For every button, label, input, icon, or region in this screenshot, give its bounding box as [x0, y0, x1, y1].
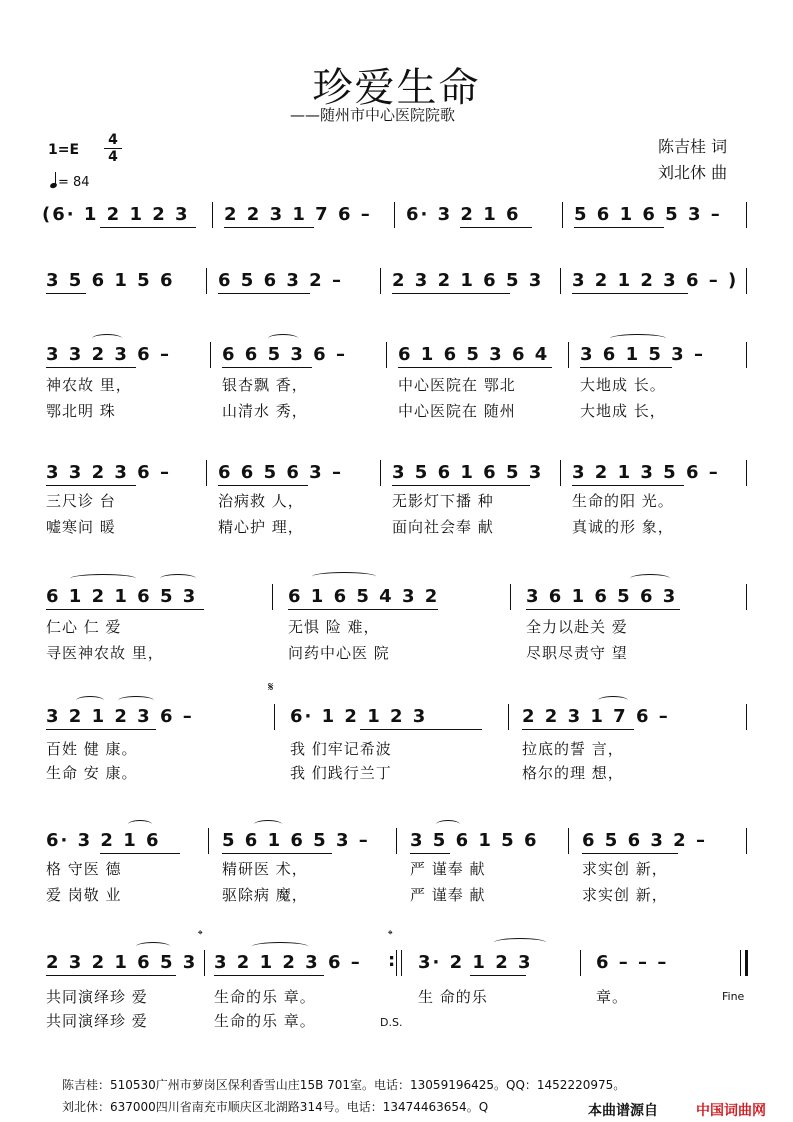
time-signature-top: 4 — [108, 132, 118, 148]
beam-line — [100, 853, 180, 854]
beam-line — [572, 293, 688, 294]
bar-line — [380, 268, 381, 294]
lyric: 格 守医 德 — [46, 860, 122, 878]
slur — [436, 820, 460, 829]
lyric: 真诚的形 象， — [572, 518, 674, 536]
lyric: 大地成 长， — [580, 402, 666, 420]
beam-line — [46, 609, 204, 610]
footer-contact-lyricist: 陈吉桂：510530广州市萝岗区保利香雪山庄15B 701室。电话：13059196425。QQ：1452220975。 — [62, 1078, 626, 1092]
lyric: 中心医院在 随州 — [398, 402, 516, 420]
lyric: 无惧 险 难， — [288, 618, 380, 636]
score-line-7 — [0, 826, 793, 854]
measure: 5 6 1 6 5 3 – — [574, 204, 722, 225]
bar-line — [394, 202, 395, 228]
footer-contact-composer: 刘北休：637000四川省南充市顺庆区北湖路314号。电话：13474463654。Q — [62, 1100, 489, 1114]
score-line-8 — [0, 948, 793, 976]
bar-line — [206, 460, 207, 486]
lyric: 治病救 人， — [218, 492, 304, 510]
lyric: 我 们牢记希波 — [290, 740, 392, 758]
bar-line — [746, 342, 747, 368]
lyric: 生命的乐 章。 — [214, 1012, 316, 1030]
lyric: 章。 — [596, 988, 629, 1006]
beam-line — [288, 609, 438, 610]
measure: 6 5 6 3 2 – — [582, 830, 707, 851]
bar-line — [560, 460, 561, 486]
measure: 3 2 1 3 5 6 – — [572, 462, 720, 483]
slur — [630, 574, 670, 583]
beam-line — [398, 367, 552, 368]
bar-line — [204, 950, 205, 976]
lyric: 严 谨奉 献 — [410, 860, 486, 878]
bar-line — [206, 268, 207, 294]
measure: 3 5 6 1 5 6 — [410, 830, 539, 851]
bar-line — [272, 584, 273, 610]
lyric: 生 命的乐 — [418, 988, 488, 1006]
beam-line — [574, 227, 664, 228]
lyric: 全力以赴关 爱 — [526, 618, 628, 636]
tempo-marking — [50, 174, 90, 190]
score-line-3 — [0, 340, 793, 368]
measure: 3 5 6 1 6 5 3 — [392, 462, 544, 483]
lyric: 百姓 健 康。 — [46, 740, 138, 758]
beam-line — [582, 853, 678, 854]
measure: 3 6 1 6 5 6 3 — [526, 586, 678, 607]
bar-line — [386, 342, 387, 368]
measure: 6 1 2 1 6 5 3 — [46, 586, 198, 607]
bar-line — [208, 828, 209, 854]
measure: 6 6 5 6 3 – — [218, 462, 343, 483]
slur — [610, 334, 666, 343]
coda-icon: 𝄌 — [198, 928, 203, 943]
lyric: 共同演绎珍 爱 — [46, 1012, 148, 1030]
coda-icon: 𝄌 — [388, 928, 393, 943]
bar-line — [568, 828, 569, 854]
bar-line — [580, 950, 581, 976]
lyric: 尽职尽责守 望 — [526, 644, 628, 662]
lyric: 精研医 术， — [222, 860, 308, 878]
measure: 3 2 1 2 3 6 – ) — [572, 270, 739, 291]
beam-line — [522, 729, 634, 730]
score-line-5 — [0, 582, 793, 610]
bar-line — [746, 460, 747, 486]
slur — [70, 574, 136, 583]
slur — [268, 334, 298, 343]
lyric: 三尺诊 台 — [46, 492, 116, 510]
score-line-1 — [0, 200, 793, 228]
measure: 2 2 3 1 7 6 – — [224, 204, 372, 225]
measure: 6· 3 2 1 6 — [46, 830, 161, 851]
slur — [160, 574, 196, 583]
lyric: 仁心 仁 爱 — [46, 618, 122, 636]
lyric: 我 们践行兰丁 — [290, 764, 392, 782]
slur — [76, 696, 104, 705]
lyric: 寻医神农故 里， — [46, 644, 164, 662]
time-signature — [104, 132, 122, 165]
slur — [92, 334, 122, 343]
lyric: 严 谨奉 献 — [410, 886, 486, 904]
bar-line — [210, 342, 211, 368]
bar-line — [212, 202, 213, 228]
lyric: 面向社会奉 献 — [392, 518, 494, 536]
score-line-2 — [0, 266, 793, 294]
beam-line — [580, 367, 672, 368]
measure: 6 6 5 3 6 – — [222, 344, 347, 365]
ds-mark: D.S. — [380, 1016, 403, 1029]
beam-line — [46, 729, 156, 730]
beam-line — [222, 853, 332, 854]
bar-line — [746, 704, 747, 730]
lyric: 生命的乐 章。 — [214, 988, 316, 1006]
slur — [494, 938, 546, 947]
beam-line — [46, 975, 176, 976]
beam-line — [410, 853, 450, 854]
measure: 6· 3 2 1 6 — [406, 204, 521, 225]
lyric: 共同演绎珍 爱 — [46, 988, 148, 1006]
bar-line — [274, 704, 275, 730]
slur — [118, 696, 154, 705]
bar-line — [508, 704, 509, 730]
lyric: 求实创 新， — [582, 860, 668, 878]
beam-line — [526, 609, 680, 610]
measure: 3 2 1 2 3 6 – — [214, 952, 362, 973]
score-line-6 — [0, 702, 793, 730]
bar-line — [562, 202, 563, 228]
slur — [312, 572, 376, 581]
lyric: 山清水 秀， — [222, 402, 308, 420]
lyric: 中心医院在 鄂北 — [398, 376, 516, 394]
bar-line — [510, 584, 511, 610]
slur — [252, 942, 308, 951]
lyric: 银杏飘 香， — [222, 376, 308, 394]
measure: 6 1 6 5 3 6 4 — [398, 344, 550, 365]
lyric: 生命的阳 光。 — [572, 492, 674, 510]
measure: 5 6 1 6 5 3 – — [222, 830, 370, 851]
source-label: 本曲谱源自 — [588, 1103, 658, 1119]
beam-line — [470, 975, 526, 976]
measure: (6· 1 2 1 2 3 — [42, 204, 190, 225]
song-title: 珍爱生命 — [312, 65, 481, 111]
beam-line — [218, 293, 310, 294]
bar-line — [746, 828, 747, 854]
beam-line — [214, 975, 324, 976]
bar-line — [746, 202, 747, 228]
slur — [128, 820, 152, 829]
bar-line — [396, 828, 397, 854]
bar-line — [401, 950, 402, 976]
lyric: 生命 安 康。 — [46, 764, 138, 782]
measure: 6 – – – — [596, 952, 669, 973]
bar-line — [560, 268, 561, 294]
tempo-value: = 84 — [58, 175, 90, 190]
bar-line — [746, 584, 747, 610]
final-bar-line — [740, 950, 741, 976]
beam-line — [460, 227, 532, 228]
repeat-dots-icon: : — [388, 950, 396, 971]
fine-mark: Fine — [722, 990, 745, 1003]
measure: 6 5 6 3 2 – — [218, 270, 343, 291]
key-signature: 1=E — [48, 142, 80, 158]
lyric: 神农故 里， — [46, 376, 132, 394]
measure: 2 3 2 1 6 5 3 — [392, 270, 544, 291]
score-line-4 — [0, 458, 793, 486]
lyric: 驱除病 魔， — [222, 886, 308, 904]
final-bar-line — [745, 950, 748, 976]
lyric: 无影灯下播 种 — [392, 492, 494, 510]
bar-line — [380, 460, 381, 486]
composer-credit: 刘北休 曲 — [658, 163, 728, 182]
note-stem-icon — [55, 172, 56, 184]
measure: 6 1 6 5 4 3 2 — [288, 586, 440, 607]
measure: 3 5 6 1 5 6 — [46, 270, 175, 291]
lyric: 精心护 理， — [218, 518, 304, 536]
measure: 3 3 2 3 6 – — [46, 344, 171, 365]
bar-line — [396, 950, 397, 976]
beam-line — [572, 485, 684, 486]
beam-line — [46, 485, 136, 486]
bar-line — [568, 342, 569, 368]
slur — [136, 942, 170, 951]
beam-line — [222, 367, 312, 368]
lyric: 拉底的誓 言， — [522, 740, 624, 758]
beam-line — [392, 485, 530, 486]
beam-line — [46, 367, 136, 368]
measure: 3· 2 1 2 3 — [418, 952, 533, 973]
beam-line — [100, 227, 196, 228]
lyric: 鄂北明 珠 — [46, 402, 116, 420]
bar-line — [746, 268, 747, 294]
slur — [254, 820, 282, 829]
measure: 6· 1 2 1 2 3 — [290, 706, 428, 727]
lyric: 格尔的理 想， — [522, 764, 624, 782]
lyric: 爱 岗敬 业 — [46, 886, 122, 904]
segno-icon: 𝄋 — [268, 680, 274, 695]
lyric: 问药中心医 院 — [288, 644, 390, 662]
song-subtitle: ——随州市中心医院院歌 — [290, 106, 456, 124]
beam-line — [392, 293, 510, 294]
measure: 3 2 1 2 3 6 – — [46, 706, 194, 727]
lyric: 求实创 新， — [582, 886, 668, 904]
lyricist-credit: 陈吉桂 词 — [658, 137, 728, 156]
measure: 2 2 3 1 7 6 – — [522, 706, 670, 727]
slur — [598, 696, 628, 705]
beam-line — [360, 729, 482, 730]
lyric: 嘘寒问 暖 — [46, 518, 116, 536]
quarter-note-icon — [49, 182, 57, 189]
lyric: 大地成 长。 — [580, 376, 666, 394]
beam-line — [224, 227, 314, 228]
measure: 2 3 2 1 6 5 3 — [46, 952, 198, 973]
beam-line — [46, 293, 86, 294]
site-brand[interactable]: 中国词曲网 — [696, 1103, 766, 1119]
beam-line — [218, 485, 308, 486]
measure: 3 3 2 3 6 – — [46, 462, 171, 483]
time-signature-bottom: 4 — [108, 149, 118, 165]
measure: 3 6 1 5 3 – — [580, 344, 705, 365]
